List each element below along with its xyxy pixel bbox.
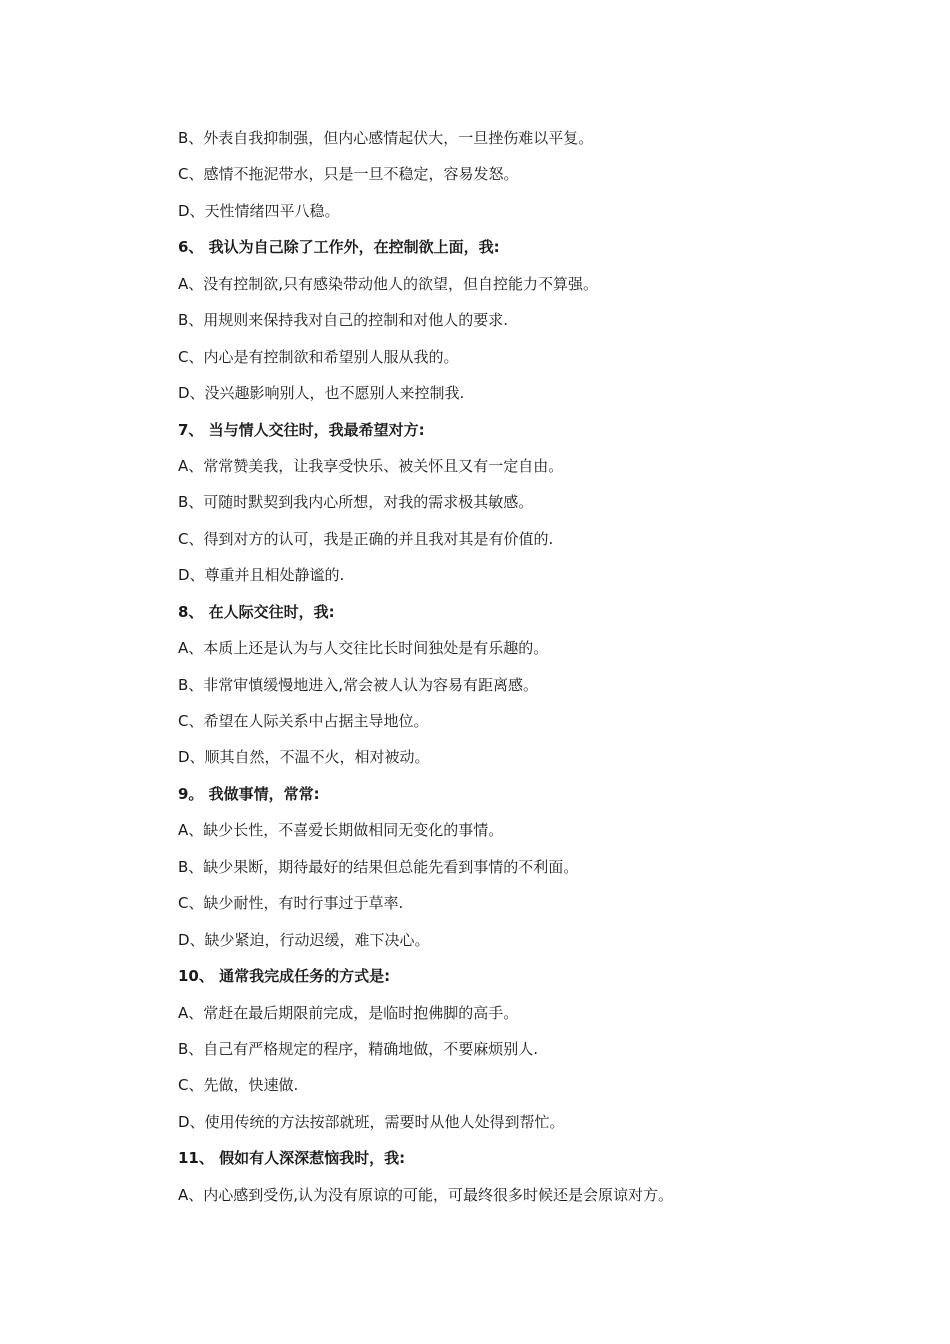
- question-heading: 11、 假如有人深深惹恼我时，我:: [178, 1149, 406, 1168]
- answer-option: A、常赶在最后期限前完成，是临时抱佛脚的高手。: [178, 1003, 519, 1022]
- question-heading: 10、 通常我完成任务的方式是:: [178, 967, 391, 986]
- answer-option: D、没兴趣影响别人，也不愿别人来控制我.: [178, 384, 465, 403]
- answer-option: A、内心感到受伤,认为没有原谅的可能，可最终很多时候还是会原谅对方。: [178, 1185, 674, 1204]
- answer-option: C、感情不拖泥带水，只是一旦不稳定，容易发怒。: [178, 165, 519, 184]
- answer-option: C、内心是有控制欲和希望别人服从我的。: [178, 347, 459, 366]
- answer-option: D、缺少紧迫，行动迟缓，难下决心。: [178, 930, 430, 949]
- question-heading: 7、 当与情人交往时，我最希望对方:: [178, 420, 425, 439]
- answer-option: D、顺其自然，不温不火，相对被动。: [178, 748, 430, 767]
- answer-option: B、非常审慎缓慢地进入,常会被人认为容易有距离感。: [178, 675, 539, 694]
- answer-option: B、可随时默契到我内心所想，对我的需求极其敏感。: [178, 493, 534, 512]
- question-heading: 8、 在人际交往时，我:: [178, 602, 335, 621]
- answer-option: D、天性情绪四平八稳。: [178, 201, 340, 220]
- answer-option: D、使用传统的方法按部就班，需要时从他人处得到帮忙。: [178, 1112, 565, 1131]
- answer-option: A、没有控制欲,只有感染带动他人的欲望，但自控能力不算强。: [178, 274, 599, 293]
- answer-option: B、自己有严格规定的程序，精确地做，不要麻烦别人.: [178, 1039, 539, 1058]
- question-heading: 9。 我做事情，常常:: [178, 784, 320, 803]
- answer-option: A、缺少长性，不喜爱长期做相同无变化的事情。: [178, 821, 504, 840]
- answer-option: B、用规则来保持我对自己的控制和对他人的要求.: [178, 311, 509, 330]
- question-heading: 6、 我认为自己除了工作外，在控制欲上面，我:: [178, 238, 500, 257]
- answer-option: A、常常赞美我，让我享受快乐、被关怀且又有一定自由。: [178, 456, 564, 475]
- answer-option: C、希望在人际关系中占据主导地位。: [178, 712, 429, 730]
- answer-option: C、先做，快速做.: [178, 1076, 299, 1095]
- answer-option: D、尊重并且相处静谧的.: [178, 566, 345, 585]
- questionnaire-body: [178, 126, 898, 1219]
- answer-option: B、缺少果断，期待最好的结果但总能先看到事情的不利面。: [178, 857, 579, 876]
- answer-option: A、本质上还是认为与人交往比长时间独处是有乐趣的。: [178, 639, 549, 658]
- answer-option: C、得到对方的认可，我是正确的并且我对其是有价值的.: [178, 529, 554, 548]
- answer-option: B、外表自我抑制强，但内心感情起伏大，一旦挫伤难以平复。: [178, 129, 594, 147]
- answer-option: C、缺少耐性，有时行事过于草率.: [178, 894, 404, 913]
